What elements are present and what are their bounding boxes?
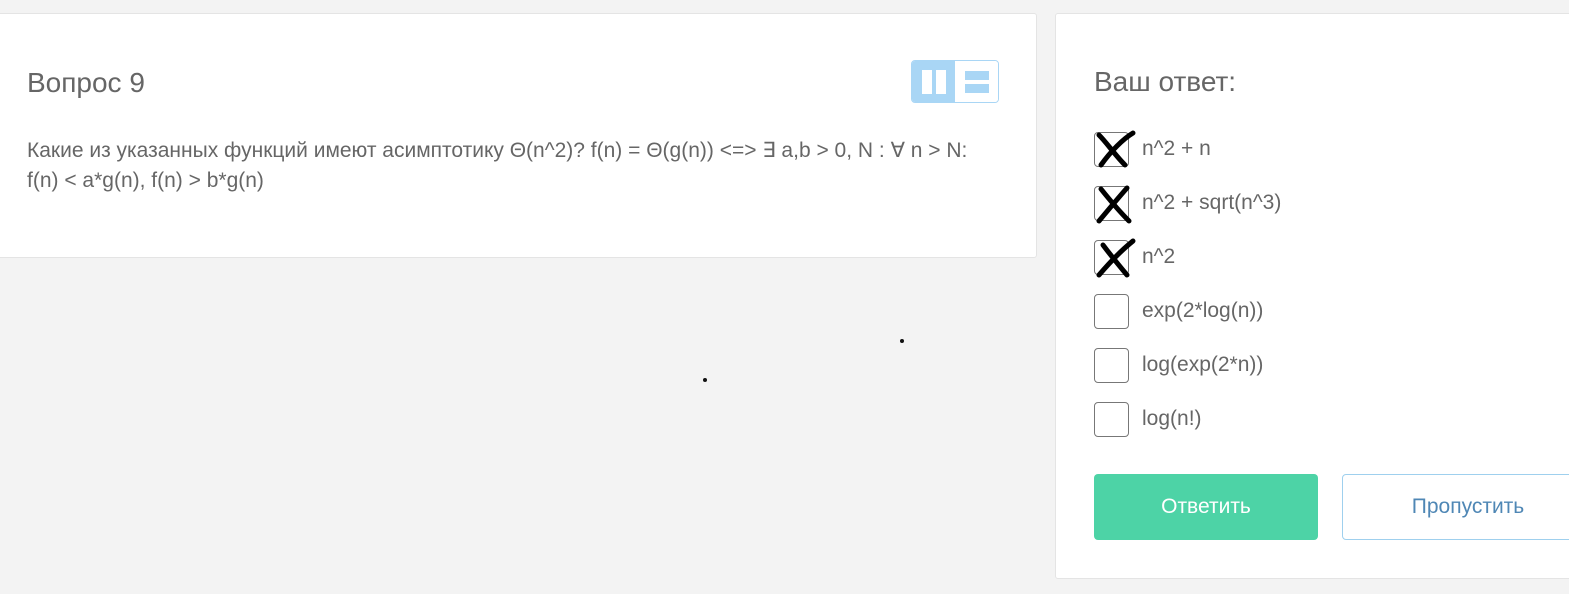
rows-icon bbox=[964, 69, 990, 95]
answer-checkbox[interactable] bbox=[1094, 240, 1129, 275]
answer-option-label: n^2 bbox=[1142, 245, 1176, 268]
answer-options-list bbox=[1094, 122, 1281, 446]
answer-checkbox[interactable] bbox=[1094, 186, 1129, 221]
columns-layout-button[interactable] bbox=[912, 61, 955, 102]
answer-option-label: exp(2*log(n)) bbox=[1142, 299, 1264, 322]
rows-layout-button[interactable] bbox=[955, 61, 998, 102]
answer-option[interactable] bbox=[1094, 122, 1281, 176]
hand-drawn-cross-icon bbox=[1093, 183, 1137, 223]
submit-answer-button[interactable]: Ответить bbox=[1094, 474, 1318, 540]
answer-checkbox[interactable] bbox=[1094, 132, 1129, 167]
question-title: Вопрос 9 bbox=[27, 67, 145, 98]
answer-checkbox[interactable] bbox=[1094, 294, 1129, 329]
hand-drawn-cross-icon bbox=[1093, 237, 1137, 277]
answer-card bbox=[1055, 13, 1569, 579]
question-card bbox=[0, 13, 1037, 258]
hand-drawn-cross-icon bbox=[1093, 129, 1137, 169]
stray-dot bbox=[900, 339, 904, 343]
answer-checkbox[interactable] bbox=[1094, 348, 1129, 383]
answer-option-label: log(exp(2*n)) bbox=[1142, 353, 1264, 376]
stray-dot bbox=[703, 378, 707, 382]
layout-toggle[interactable] bbox=[911, 60, 999, 103]
answer-option-label: n^2 + sqrt(n^3) bbox=[1142, 191, 1282, 214]
answer-option[interactable] bbox=[1094, 230, 1281, 284]
columns-icon bbox=[921, 69, 947, 95]
question-text: Какие из указанных функций имеют асимптотику Θ(n^2)? f(n) = Θ(g(n)) <=> ∃ a,b > 0, N : ∀ n > N: f(n) < a*g(n), f(n) > b*g(n) bbox=[27, 139, 968, 192]
answer-title: Ваш ответ: bbox=[1094, 66, 1237, 97]
answer-option[interactable] bbox=[1094, 284, 1281, 338]
skip-question-button[interactable]: Пропустить bbox=[1342, 474, 1569, 540]
answer-option[interactable] bbox=[1094, 338, 1281, 392]
answer-option[interactable] bbox=[1094, 392, 1281, 446]
answer-option-label: log(n!) bbox=[1142, 407, 1202, 430]
answer-option[interactable] bbox=[1094, 176, 1281, 230]
answer-option-label: n^2 + n bbox=[1142, 137, 1211, 160]
answer-checkbox[interactable] bbox=[1094, 402, 1129, 437]
